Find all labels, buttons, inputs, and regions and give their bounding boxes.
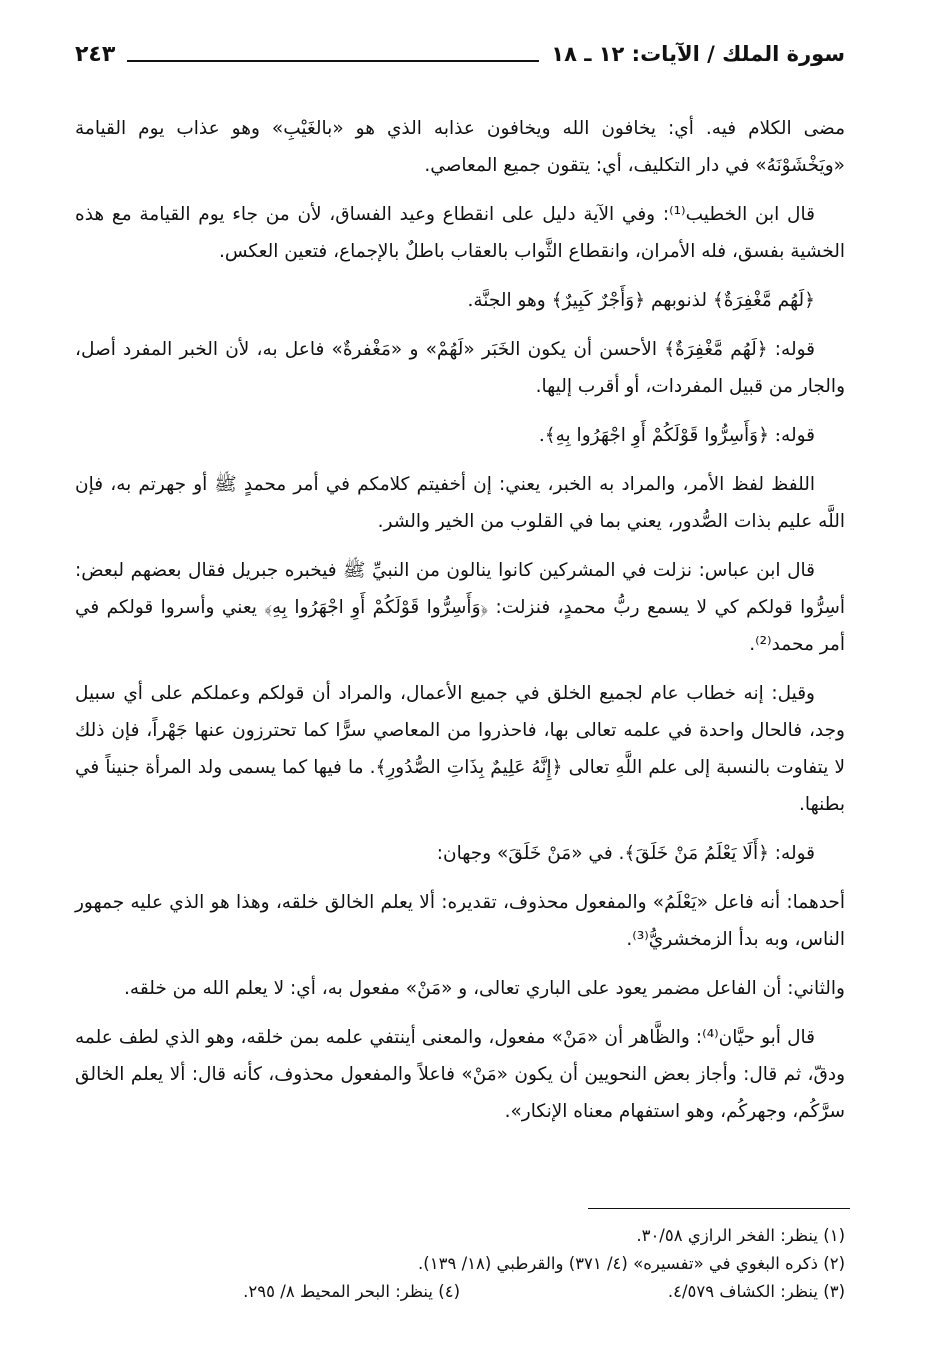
paragraph: قال ابن عباس: نزلت في المشركين كانوا ينالون من النبيِّ ﷺ فيخبره جبريل فقال بعضهم لبعض: أسِرُّوا قولكم كي لا يسمع ربُّ محمدٍ، فنزلت: ﴿وَأَسِرُّوا قَوْلَكُمْ أَوِ اجْهَرُوا بِهِ﴾ يعني وأسروا قولكم في أمر محمد⁽²⁾.: [75, 560, 845, 655]
paragraph: وقيل: إنه خطاب عام لجميع الخلق في جميع الأعمال، والمراد أن قولكم وعملكم على أي سبيل وجد، فالحال واحدة في علمه تعالى بها، فاحذروا من المعاصي سرًّا كما تحترزون عنها جَهْراً، فإن ذلك لا يتفاوت بالنسبة إلى علم اللَّهِ تعالى ﴿إِنَّهُ عَلِيمٌ بِذَاتِ الصُّدُورِ﴾. ما فيها كما يسمى ولد المرأة جنيناً في بطنها.: [75, 683, 845, 815]
footnote: (٢) ذكره البغوي في «تفسيره» (٤/ ٣٧١) والقرطبي (١٨/ ١٣٩).: [418, 1254, 845, 1273]
paragraph: قال ابن الخطيب⁽¹⁾: وفي الآية دليل على انقطاع وعيد الفساق، لأن من جاء يوم القيامة مع هذه الخشية بفسق، فله الأمران، وانقطاع الثَّواب بالعقاب باطلٌ بالإجماع، فتعين العكس.: [75, 204, 845, 262]
quran-verse-paragraph: ﴿لَهُم مَّغْفِرَةٌ﴾ لذنوبهم ﴿وَأَجْرٌ كَبِيرٌ﴾ وهو الجنَّة.: [467, 290, 815, 311]
paragraph: قوله: ﴿أَلَا يَعْلَمُ مَنْ خَلَقَ﴾. في «مَنْ خَلَقَ» وجهان:: [436, 843, 815, 864]
footnote: (٣) ينظر: الكشاف ٤/٥٧٩.: [667, 1282, 845, 1301]
commentary-body: [75, 110, 845, 1142]
footnote-row: [75, 1278, 845, 1306]
header-rule: [127, 46, 539, 62]
page-header: [75, 34, 845, 74]
paragraph: والثاني: أن الفاعل مضمر يعود على الباري تعالى، و «مَنْ» مفعول به، أي: لا يعلم الله من خلقه.: [124, 978, 845, 999]
quran-verse-paragraph: قوله: ﴿وَأَسِرُّوا قَوْلَكُمْ أَوِ اجْهَرُوا بِهِ﴾.: [538, 425, 815, 446]
paragraph: قال أبو حيَّان⁽⁴⁾: والظَّاهر أن «مَنْ» مفعول، والمعنى أينتفي علمه بمن خلقه، وهو الذي لطف علمه ودقّ، ثم قال: وأجاز بعض النحويين أن يكون «مَنْ» فاعلاً والمفعول محذوف، كأنه قال: ألا يعلم الخالق سرَّكُم، وجهركُم، وهو استفهام معناه الإنكار».: [75, 1027, 845, 1122]
paragraph: مضى الكلام فيه. أي: يخافون الله ويخافون عذابه الذي هو «بالغَيْبِ» وهو عذاب يوم القيامة «ويَخْشَوْنَهُ» في دار التكليف، أي: يتقون جميع المعاصي.: [75, 118, 845, 176]
paragraph: أحدهما: أنه فاعل «يَعْلَمُ» والمفعول محذوف، تقديره: ألا يعلم الخالق خلقه، وهذا هو الذي عليه جمهور الناس، وبه بدأ الزمخشريُّ⁽³⁾.: [75, 892, 845, 950]
paragraph: اللفظ لفظ الأمر، والمراد به الخبر، يعني: إن أخفيتم كلامكم في أمر محمدٍ ﷺ أو جهرتم به، فإن اللَّه عليم بذات الصُّدور، يعني بما في القلوب من الخير والشر.: [75, 474, 845, 532]
paragraph: قوله: ﴿لَهُم مَّغْفِرَةٌ﴾ الأحسن أن يكون الخَبَر «لَهُمْ» و «مَغْفرةٌ» فاعل به، لأن الخبر المفرد أصل، والجار من قبيل المفردات، أو أقرب إليها.: [75, 339, 845, 397]
footnote: (١) ينظر: الفخر الرازي ٣٠/٥٨.: [636, 1226, 845, 1245]
surah-title: سورة الملك / الآيات: ١٢ ـ ١٨: [551, 42, 845, 66]
footnote-separator: [588, 1208, 850, 1209]
footnotes: [75, 1222, 845, 1306]
page-number: ٢٤٣: [75, 41, 116, 67]
footnote: (٤) ينظر: البحر المحيط ٨/ ٢٩٥.: [243, 1282, 460, 1301]
